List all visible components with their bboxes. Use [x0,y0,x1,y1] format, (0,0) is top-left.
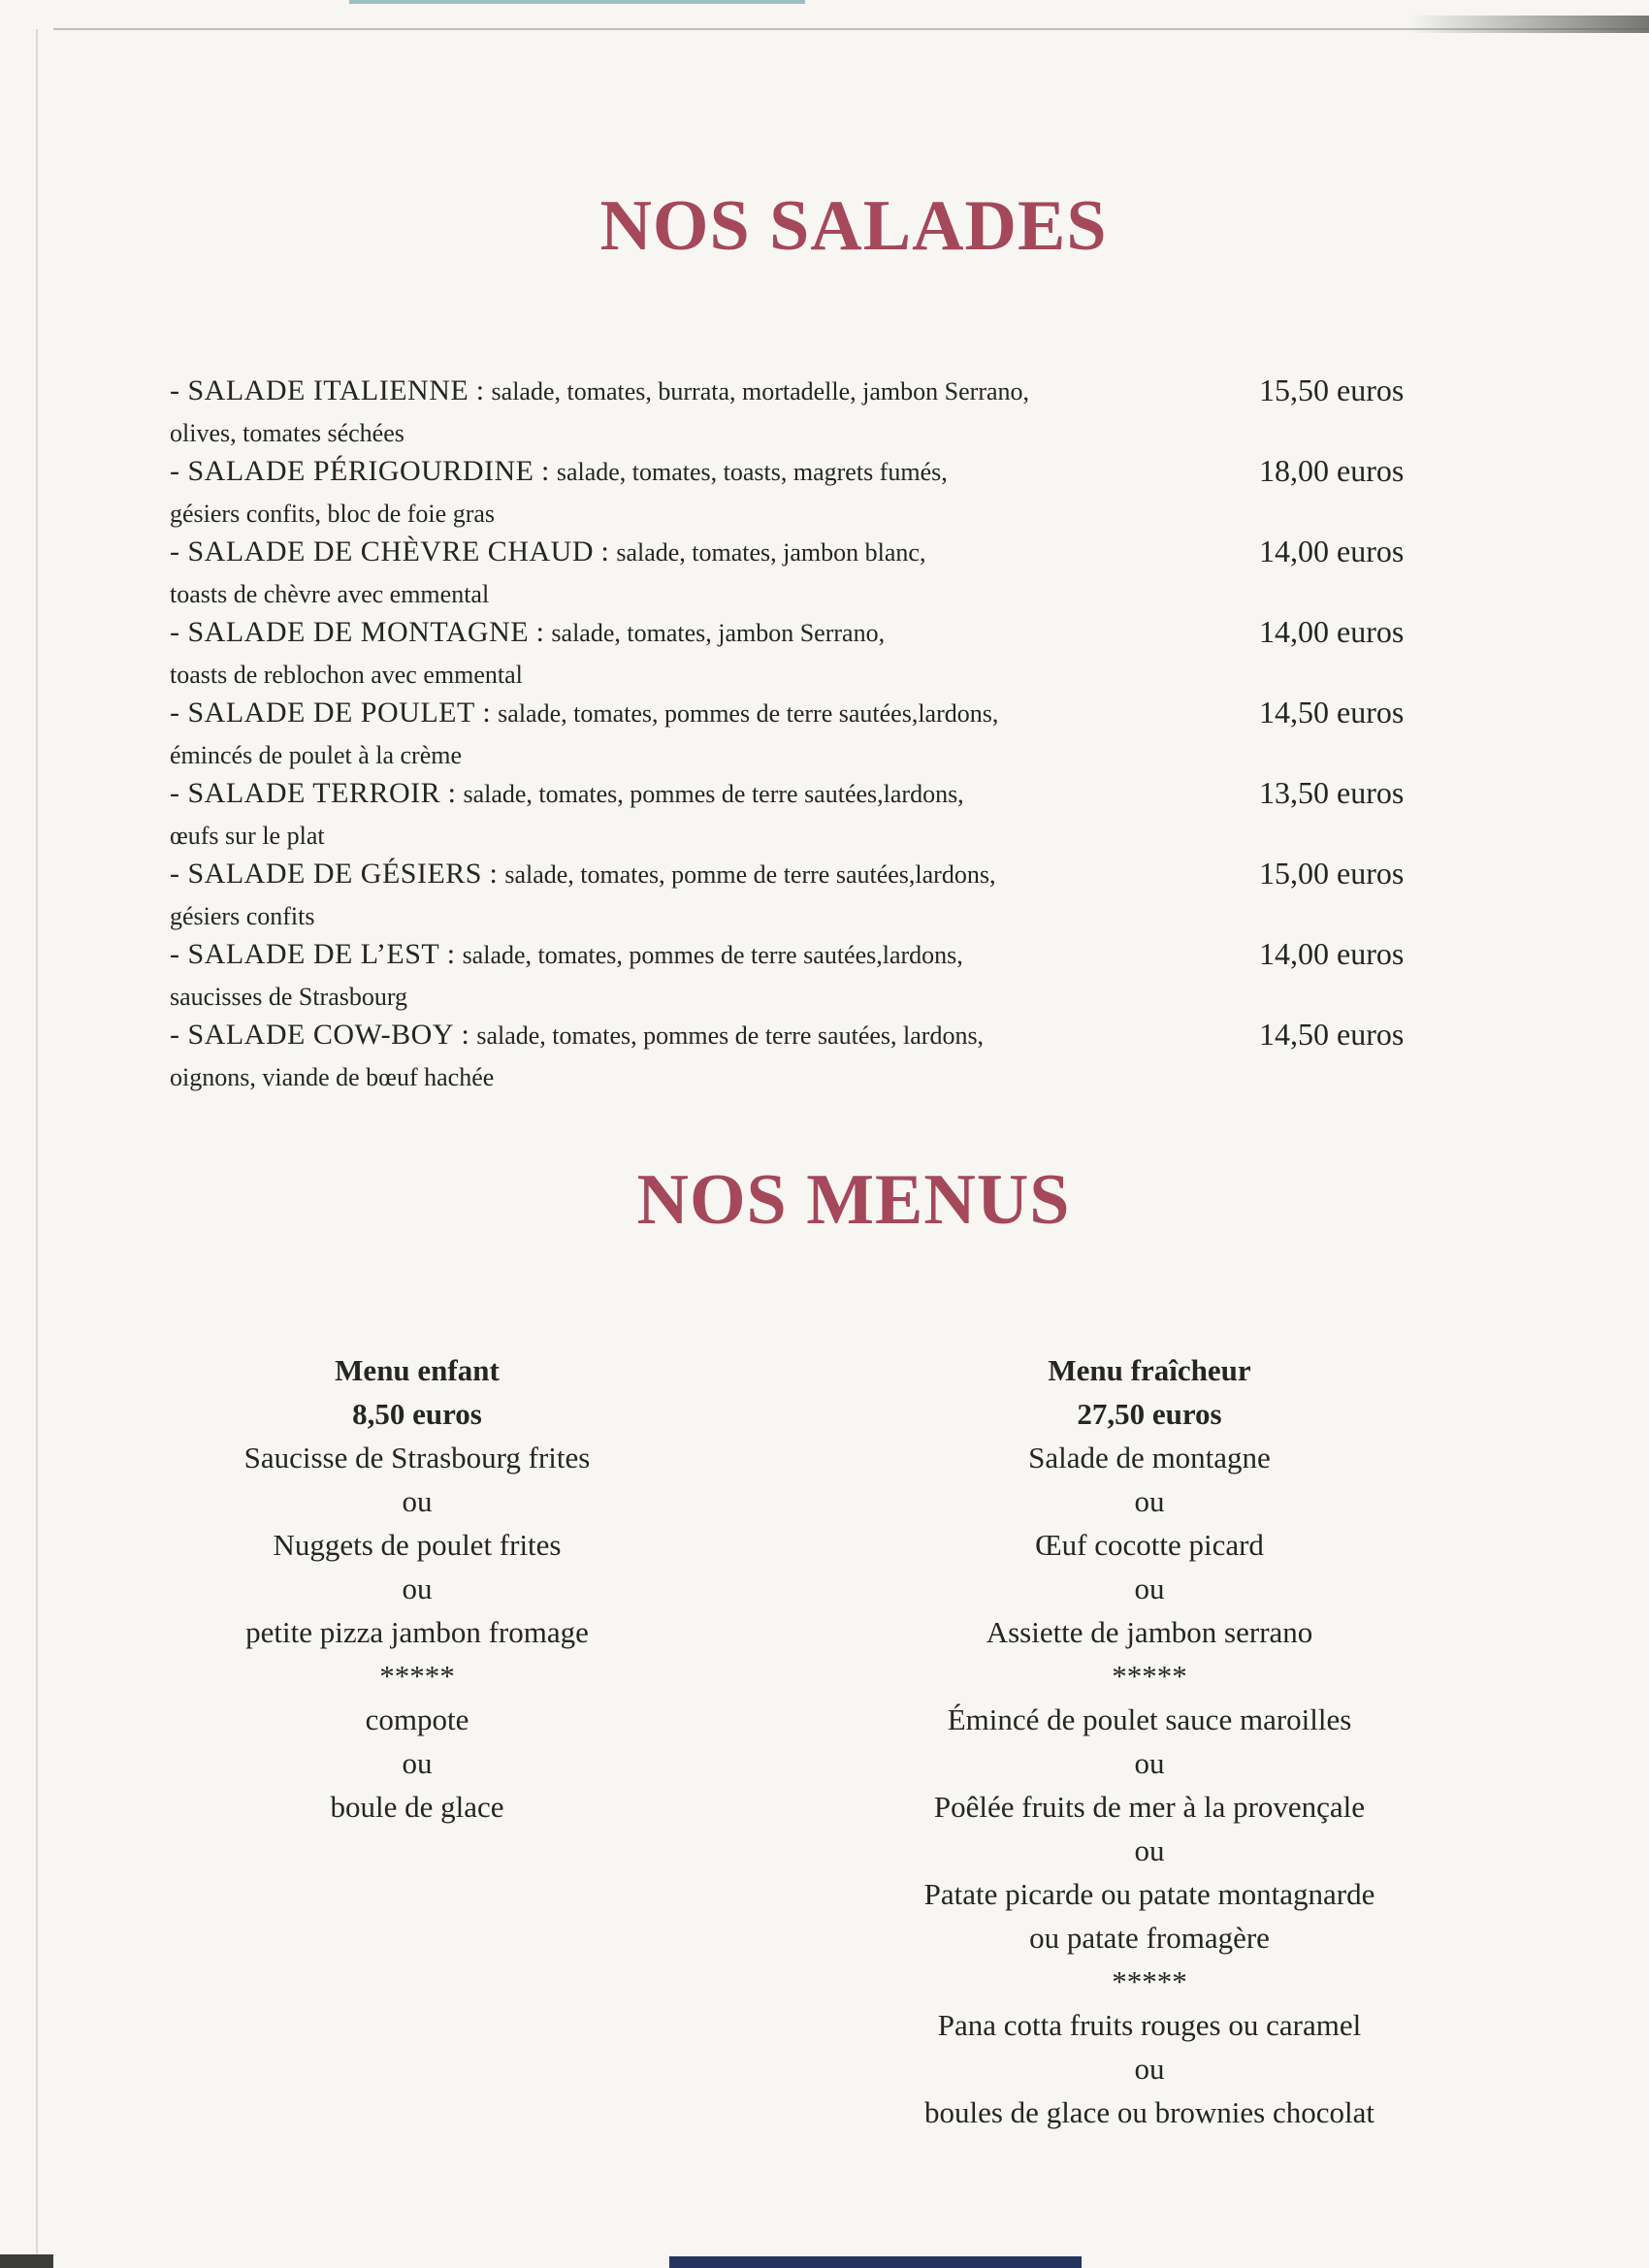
salad-description: salade, tomates, pommes de terre sautées, lardons, [476,1021,985,1050]
salad-text [170,935,1246,1016]
salad-description-line2: oignons, viande de bœuf hachée [170,1063,495,1091]
salad-separator: : [534,455,557,487]
salad-description: salade, tomates, pommes de terre sautées,lardons, [463,780,964,808]
menu-line: Œuf cocotte picard [1035,1528,1264,1562]
scan-bottom-left-mark [0,2254,53,2268]
salad-item [0,452,1649,533]
salad-name: - SALADE DE GÉSIERS [170,858,482,890]
salad-description: salade, tomates, toasts, magrets fumés, [556,458,948,486]
salad-description-line2: saucisses de Strasbourg [170,983,408,1011]
menu-column-fraicheur [834,1348,1465,2134]
salad-separator: : [454,1019,477,1051]
salad-title-line [170,694,1246,736]
menu-line: Poêlée fruits de mer à la provençale [933,1790,1366,1824]
menu-line: ***** [1112,1659,1187,1693]
menu-line: Assiette de jambon serrano [986,1615,1313,1649]
salad-description-line2: olives, tomates séchées [170,419,404,447]
salad-price: 14,50 euros [1259,695,1405,729]
salad-item [0,1016,1649,1096]
salad-separator: : [593,535,617,567]
menu-line: ou patate fromagère [1029,1921,1270,1955]
menus-section-title: NOS MENUS [636,1160,1071,1240]
salad-price: 14,00 euros [1259,614,1405,649]
menu-line: Pana cotta fruits rouges ou caramel [937,2008,1362,2042]
salad-description-line2: gésiers confits, bloc de foie gras [170,500,496,528]
menu-line: compote [365,1702,469,1736]
menu-line: Émincé de poulet sauce maroilles [947,1702,1352,1736]
salad-text [170,855,1246,935]
salad-description: salade, tomates, jambon blanc, [616,538,926,567]
salad-text [170,694,1246,774]
salad-price: 15,50 euros [1259,373,1405,407]
scan-left-edge-line [36,29,38,2268]
salad-description: salade, tomates, jambon Serrano, [551,619,886,647]
menu-column-price: 8,50 euros [352,1397,482,1431]
salad-separator: : [482,858,505,890]
scan-top-right-shadow [1406,16,1649,33]
menu-line: Salade de montagne [1028,1441,1271,1474]
menu-line: ou [1134,1571,1165,1605]
salad-name: - SALADE DE L’EST [170,938,440,970]
salad-item [0,372,1649,452]
scan-bottom-bar [669,2256,1082,2268]
salad-description-line2: toasts de chèvre avec emmental [170,580,490,608]
salad-name: - SALADE DE POULET [170,697,475,729]
salad-title-line [170,935,1246,978]
menu-line: ou [1134,1833,1165,1867]
salad-title-line [170,1016,1246,1058]
salad-price: 14,00 euros [1259,534,1405,568]
menu-column-price: 27,50 euros [1077,1397,1222,1431]
menu-line: ou [402,1746,433,1780]
salad-text [170,1016,1246,1096]
salad-description-line2: toasts de reblochon avec emmental [170,661,523,689]
salad-text [170,774,1246,855]
menu-column-title: Menu enfant [335,1353,500,1387]
menu-line: ***** [1112,1964,1187,1998]
salad-separator: : [469,374,492,406]
menu-line: boules de glace ou brownies chocolat [924,2095,1374,2129]
menu-column-enfant [126,1348,708,1829]
menu-line: ***** [379,1659,455,1693]
salad-title-line [170,452,1246,495]
menu-line: ou [1134,1484,1165,1518]
salad-description: salade, tomates, pomme de terre sautées,lardons, [504,860,996,889]
salades-section-title: NOS SALADES [599,186,1108,266]
salad-name: - SALADE DE CHÈVRE CHAUD [170,535,594,567]
menu-line: petite pizza jambon fromage [245,1615,589,1649]
salad-text [170,372,1246,452]
salad-text [170,452,1246,533]
salad-separator: : [474,697,499,729]
salad-name: - SALADE PÉRIGOURDINE [170,455,534,487]
salad-title-line [170,372,1246,414]
salad-name: - SALADE TERROIR [170,777,441,809]
menu-line: Patate picarde ou patate montagnarde [923,1877,1375,1911]
salad-name: - SALADE DE MONTAGNE [170,616,530,648]
salad-separator: : [529,616,552,648]
salad-title-line [170,533,1246,575]
salad-price: 15,00 euros [1259,856,1405,891]
salad-name: - SALADE COW-BOY [170,1019,454,1051]
menu-column-title: Menu fraîcheur [1048,1353,1251,1387]
salad-description: salade, tomates, pommes de terre sautées,lardons, [462,941,963,969]
salad-separator: : [440,777,464,809]
salad-separator: : [439,938,463,970]
salad-name: - SALADE ITALIENNE [170,374,469,406]
salad-description: salade, tomates, burrata, mortadelle, jambon Serrano, [491,377,1030,405]
salad-description-line2: gésiers confits [170,902,315,930]
scan-top-sliver [349,0,805,4]
salad-item [0,694,1649,774]
menu-line: ou [402,1484,433,1518]
salad-item [0,774,1649,855]
menu-line: boule de glace [330,1790,504,1824]
salad-price: 14,00 euros [1259,936,1405,971]
salad-price: 18,00 euros [1259,453,1405,488]
salad-description-line2: émincés de poulet à la crème [170,741,463,769]
salades-list [0,372,1649,1096]
salad-text [170,533,1246,613]
salad-price: 13,50 euros [1259,775,1405,810]
menu-line: Nuggets de poulet frites [273,1528,562,1562]
salad-title-line [170,613,1246,656]
salad-title-line [170,774,1246,817]
salad-text [170,613,1246,694]
salad-item [0,533,1649,613]
salad-item [0,855,1649,935]
menu-line: ou [402,1571,433,1605]
menu-line: ou [1134,1746,1165,1780]
menu-line: Saucisse de Strasbourg frites [243,1441,591,1474]
salad-item [0,613,1649,694]
salad-price: 14,50 euros [1259,1017,1405,1052]
salad-description: salade, tomates, pommes de terre sautées,lardons, [498,699,999,728]
salad-description-line2: œufs sur le plat [170,822,325,850]
salad-item [0,935,1649,1016]
menu-line: ou [1134,2052,1165,2086]
salad-title-line [170,855,1246,897]
